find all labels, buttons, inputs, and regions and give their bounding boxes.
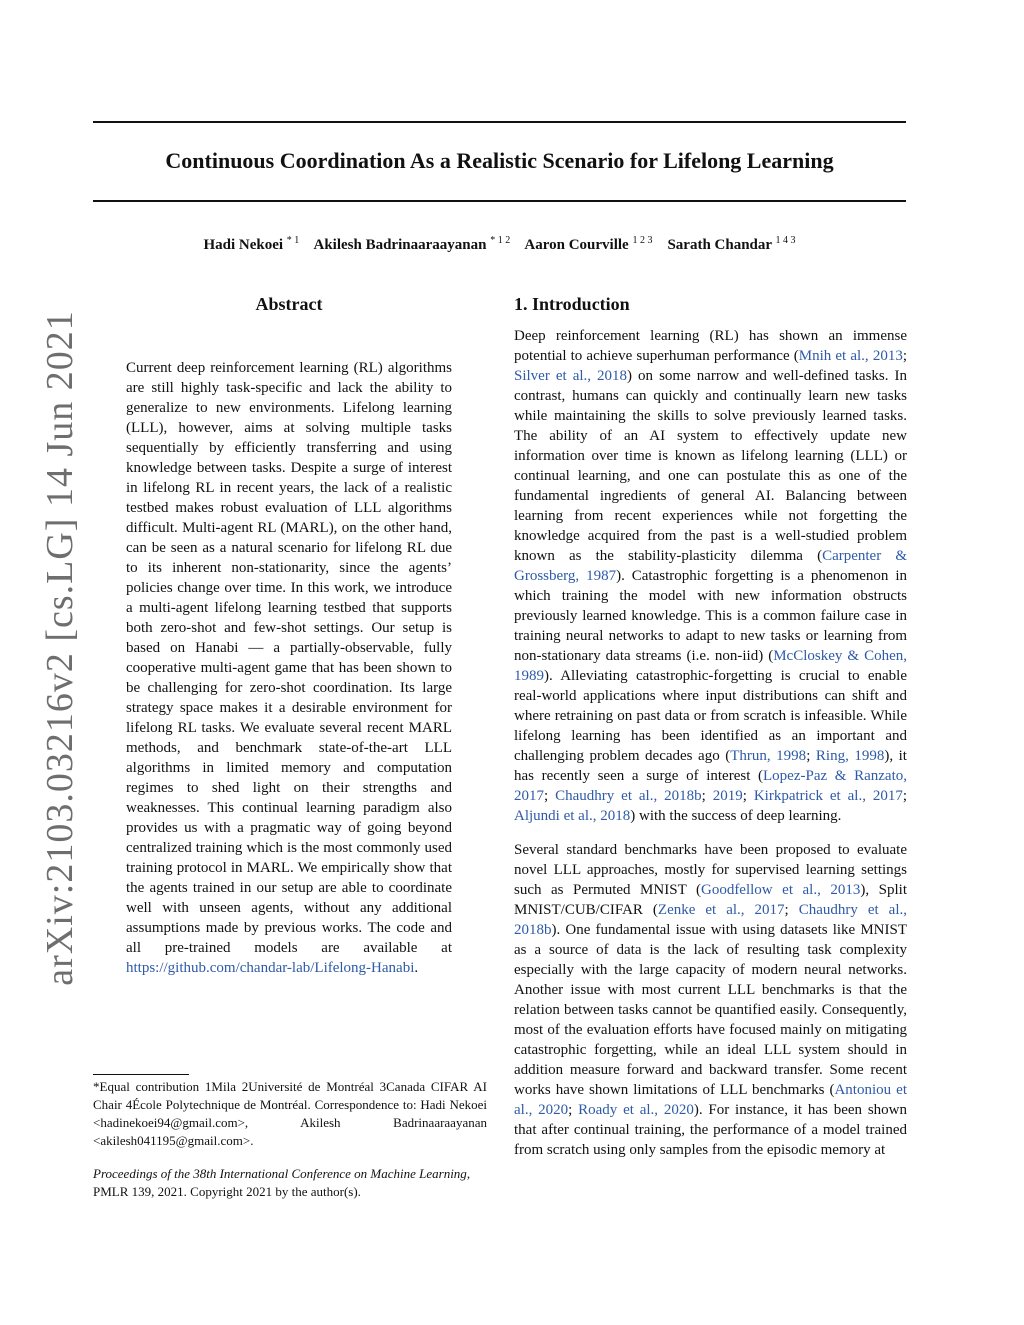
introduction-body bbox=[514, 326, 907, 1160]
citation-link[interactable]: McCloskey & Cohen, 1989 bbox=[514, 648, 907, 684]
paragraph-text: ). Alleviating catastrophic-forgetting is crucial to enable real-world applications where input distributions can shift and where retraining on past data or from scratch is infeasible. While lifelong learning has been identified as an important and challenging problem decades ago ( bbox=[514, 668, 907, 764]
abstract-body: Current deep reinforcement learning (RL) algorithms are still highly task-specific and lack the ability to generalize to new environments. Lifelong learning (LLL), however, aims at solving multiple tasks sequentially by efficiently transferring and using knowledge between tasks. Despite a surge of interest in lifelong RL in recent years, the lack of a realistic testbed makes robust evaluation of LLL algorithms difficult. Multi-agent RL (MARL), on the other hand, can be seen as a natural scenario for lifelong RL due to its inherent non-stationarity, since the agents’ policies change over time. In this work, we introduce a multi-agent lifelong learning testbed that supports both zero-shot and few-shot settings. Our setup is based on Hanabi — a partially-observable, fully cooperative multi-agent game that has been shown to be challenging for zero-shot coordination. Its large strategy space makes it a desirable environment for lifelong RL tasks. We evaluate several recent MARL methods, and benchmark state-of-the-art LLL algorithms in limited memory and computation regimes to shed light on their strengths and weaknesses. This continual learning paradigm also provides us with a pragmatic way of going beyond centralized training which is the most commonly used training protocol in MARL. We empirically show that the agents trained in our setup are able to coordinate well with unseen agents, without any additional assumptions made by previous works. The code and all pre-trained models are available at https://github.com/chandar-lab/Lifelong-Hanabi. bbox=[126, 360, 452, 976]
paragraph-text: ; bbox=[784, 902, 799, 918]
paragraph-text: ; bbox=[544, 788, 556, 804]
author-3: Aaron Courville $^{1 2 3}$ bbox=[524, 235, 653, 253]
citation-link[interactable]: Kirkpatrick et al., 2017 bbox=[753, 788, 903, 804]
citation-link[interactable]: Mnih et al., 2013 bbox=[798, 348, 903, 364]
paragraph-text: ) on some narrow and well-defined tasks. In contrast, humans can quickly and continually learn new tasks while maintaining the skills to solve previously learned tasks. The ability of an AI system to effectively update new information over time is known as lifelong learning (LLL) or continual learning, and one can postulate this as one of the fundamental ingredients of general AI. Balancing between learning from recent experiences while not forgetting the knowledge acquired from the past is a well-studied problem known as the stability-plasticity dilemma ( bbox=[514, 368, 908, 564]
citation-link[interactable]: Roady et al., 2020 bbox=[578, 1102, 694, 1118]
citation-link[interactable]: Chaudhry et al., 2018b bbox=[514, 902, 907, 938]
paragraph-text: ), it has recently seen a surge of interest ( bbox=[514, 748, 907, 784]
paragraph-text: ; bbox=[568, 1102, 579, 1118]
author-list bbox=[93, 235, 906, 254]
citation-link[interactable]: Zenke et al., 2017 bbox=[657, 902, 785, 918]
citation-link[interactable]: Thrun, 1998 bbox=[730, 748, 807, 764]
paragraph-text: ). For instance, it has been shown that after continual training, the performance of a model trained from scratch using only samples from the episodic memory at bbox=[514, 1102, 907, 1158]
proceedings-note: Proceedings of the 38th International Conference on Machine Learning, PMLR 139, 2021. Copyright 2021 by the author(s). bbox=[93, 1166, 471, 1199]
citation-link[interactable]: Goodfellow et al., 2013 bbox=[700, 882, 861, 898]
paper-title: Continuous Coordination As a Realistic Scenario for Lifelong Learning bbox=[165, 148, 834, 173]
citation-link[interactable]: Carpenter & Grossberg, 1987 bbox=[514, 548, 908, 584]
citation-link[interactable]: Ring, 1998 bbox=[815, 748, 885, 764]
paragraph-text: ) with the success of deep learning. bbox=[630, 808, 842, 824]
paragraph-text: ), Split MNIST/CUB/CIFAR ( bbox=[514, 882, 907, 918]
paragraph-text: ). Catastrophic forgetting is a phenomenon in which training the model with new information obstructs previously learned knowledge. This is a common failure case in training neural networks to adapt to new tasks or learning from non-stationary data streams (i.e. non-iid) ( bbox=[514, 568, 907, 664]
author-2: Akilesh Badrinaaraayanan $^{* 1 2}$ bbox=[313, 235, 511, 253]
paragraph-text: ; bbox=[701, 788, 713, 804]
citation-link[interactable]: Chaudhry et al., 2018b bbox=[555, 788, 702, 804]
abstract-text: Current deep reinforcement learning (RL) algorithms are still highly task-specific and lack the ability to generalize to new environments. Lifelong learning (LLL), however, aims at solving multiple tasks sequentially by efficiently transferring and using knowledge between tasks. Despite a surge of interest in lifelong RL in recent years, the lack of a realistic testbed makes robust evaluation of LLL algorithms difficult. Multi-agent RL (MARL), on the other hand, can be seen as a natural scenario for lifelong RL due to its inherent non-stationarity, since the agents’ policies change over time. In this work, we introduce a multi-agent lifelong learning testbed that supports both zero-shot and few-shot settings. Our setup is based on Hanabi — a partially-observable, fully cooperative multi-agent game that has been shown to be challenging for zero-shot coordination. Its large strategy space makes it a desirable environment for lifelong RL tasks. We evaluate several recent MARL methods, and benchmark state-of-the-art LLL algorithms in limited memory and computation regimes to shed light on their strengths and weaknesses. This continual learning paradigm also provides us with a pragmatic way of going beyond centralized training which is the most commonly used training protocol in MARL. We empirically show that the agents trained in our setup are able to coordinate well with unseen agents, without any additional assumptions made by previous works. The code and all pre-trained models are available at bbox=[126, 360, 452, 956]
intro-paragraph-2 bbox=[514, 840, 907, 1160]
footnote-rule bbox=[93, 1074, 189, 1075]
paragraph-text: ; bbox=[902, 348, 907, 364]
paragraph-text: Deep reinforcement learning (RL) has shown an immense potential to achieve superhuman performance ( bbox=[514, 328, 907, 364]
paragraph-text: ; bbox=[902, 788, 908, 804]
arxiv-identifier-stamp: arXiv:2103.03216v2 [cs.LG] 14 Jun 2021 bbox=[39, 310, 81, 986]
author-1: Hadi Nekoei $^{* 1}$ bbox=[203, 235, 300, 253]
citation-link[interactable]: 2019 bbox=[712, 788, 743, 804]
title-bottom-rule bbox=[93, 200, 906, 202]
abstract-heading: Abstract bbox=[255, 294, 323, 314]
intro-paragraph-1 bbox=[514, 326, 907, 826]
paragraph-text: Several standard benchmarks have been proposed to evaluate novel LLL approaches, mostly for supervised learning settings such as Permuted MNIST ( bbox=[514, 842, 907, 898]
code-link[interactable]: https://github.com/chandar-lab/Lifelong-Hanabi bbox=[126, 960, 415, 976]
paragraph-text: ; bbox=[806, 748, 816, 764]
citation-link[interactable]: Aljundi et al., 2018 bbox=[514, 808, 631, 824]
citation-link[interactable]: Antoniou et al., 2020 bbox=[514, 1082, 907, 1118]
paragraph-text: ). One fundamental issue with using datasets like MNIST as a source of data is the lack of resulting task complexity especially with the large capacity of modern neural networks. Another issue with most current LLL benchmarks is that the relation between tasks cannot be quantified easily. Consequently, most of the evaluation efforts have focused mainly on mitigating catastrophic forgetting, while an ideal LLL system should in addition measure forward and backward transfer. Some recent works have shown limitations of LLL benchmarks ( bbox=[514, 922, 907, 1098]
introduction-heading: 1. Introduction bbox=[514, 294, 630, 314]
citation-link[interactable]: Lopez-Paz & Ranzato, 2017 bbox=[514, 768, 908, 804]
title-top-rule bbox=[93, 121, 906, 123]
author-4: Sarath Chandar $^{1 4 3}$ bbox=[667, 235, 796, 253]
paragraph-text: ; bbox=[742, 788, 754, 804]
citation-link[interactable]: Silver et al., 2018 bbox=[514, 368, 628, 384]
footnote-affiliations: *Equal contribution 1Mila 2Université de Montréal 3Canada CIFAR AI Chair 4École Polytechnique de Montréal. Correspondence to: Hadi Nekoei <hadinekoei94@gmail.com>, Akilesh Badrinaaraayanan <akilesh041195@gmail.com>. bbox=[93, 1079, 487, 1148]
